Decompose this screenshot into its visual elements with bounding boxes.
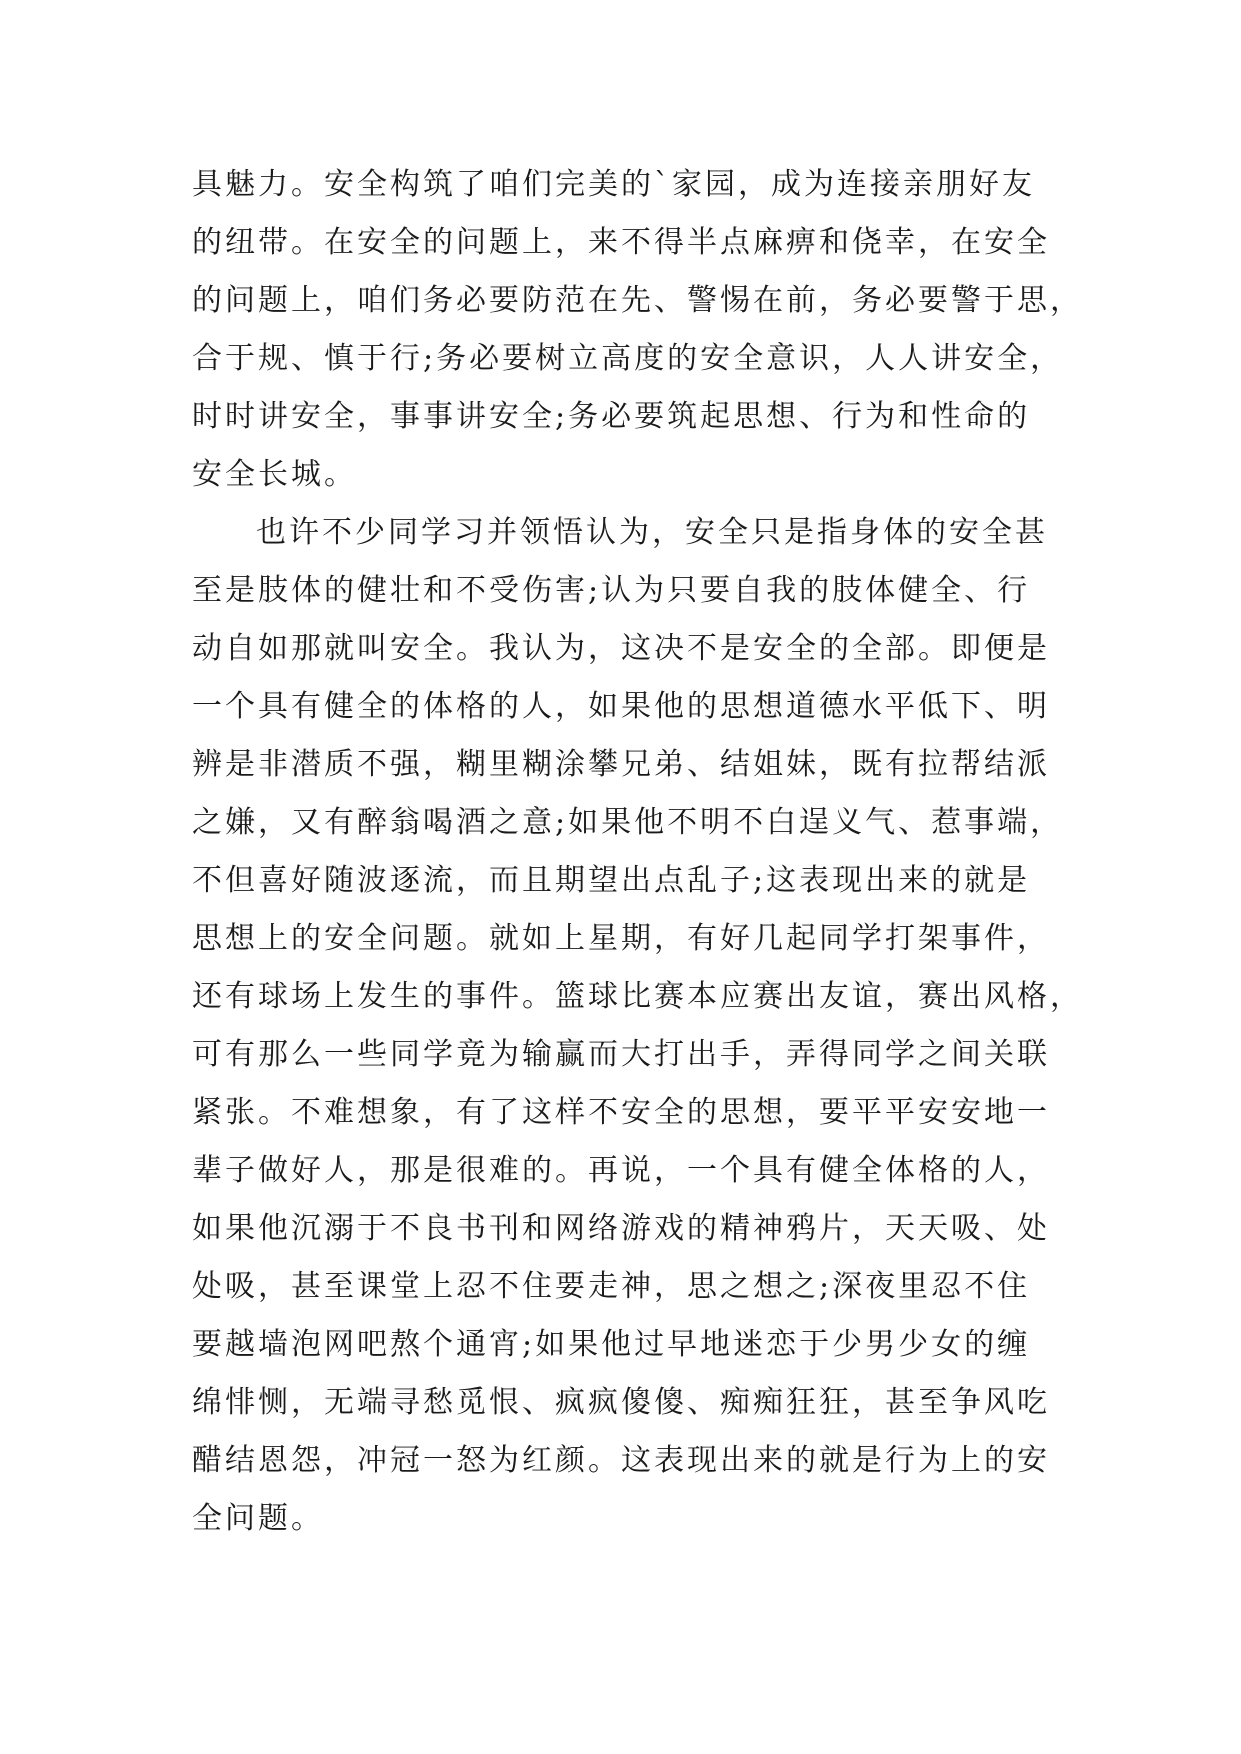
text-line: 如果他沉溺于不良书刊和网络游戏的精神鸦片，天天吸、处 — [192, 1211, 1050, 1246]
text-line: 一个具有健全的体格的人，如果他的思想道德水平低下、明 — [192, 689, 1050, 724]
text-line: 不但喜好随波逐流，而且期望出点乱子;这表现出来的就是 — [192, 863, 1031, 898]
text-line: 醋结恩怨，冲冠一怒为红颜。这表现出来的就是行为上的安 — [192, 1443, 1050, 1478]
document-body — [192, 156, 1083, 1548]
text-line: 还有球场上发生的事件。篮球比赛本应赛出友谊，赛出风格， — [192, 979, 1083, 1014]
text-line: 具魅力。安全构筑了咱们完美的`家园，成为连接亲朋好友 — [192, 167, 1035, 202]
text-line: 的问题上，咱们务必要防范在先、警惕在前，务必要警于思， — [192, 283, 1083, 318]
text-line: 之嫌，又有醉翁喝酒之意;如果他不明不白逞义气、惹事端， — [192, 805, 1064, 840]
text-line-first-indented: 也许不少同学习并领悟认为，安全只是指身体的安全甚 — [256, 515, 1048, 550]
text-line: 的纽带。在安全的问题上，来不得半点麻痹和侥幸，在安全 — [192, 225, 1050, 260]
text-line: 处吸，甚至课堂上忍不住要走神，思之想之;深夜里忍不住 — [192, 1269, 1031, 1304]
text-line: 紧张。不难想象，有了这样不安全的思想，要平平安安地一 — [192, 1095, 1050, 1130]
text-line: 要越墙泡网吧熬个通宵;如果他过早地迷恋于少男少女的缠 — [192, 1327, 1031, 1362]
text-line: 可有那么一些同学竟为输赢而大打出手，弄得同学之间关联 — [192, 1037, 1050, 1072]
text-line: 时时讲安全，事事讲安全;务必要筑起思想、行为和性命的 — [192, 399, 1031, 434]
paragraph-2 — [192, 504, 1083, 1548]
paragraph-1 — [192, 156, 1083, 504]
text-line: 思想上的安全问题。就如上星期，有好几起同学打架事件， — [192, 921, 1050, 956]
text-line: 全问题。 — [192, 1501, 324, 1536]
text-line: 至是肢体的健壮和不受伤害;认为只要自我的肢体健全、行 — [192, 573, 1031, 608]
text-line: 合于规、慎于行;务必要树立高度的安全意识，人人讲安全， — [192, 341, 1064, 376]
text-line: 辈子做好人，那是很难的。再说，一个具有健全体格的人， — [192, 1153, 1050, 1188]
text-line: 辨是非潜质不强，糊里糊涂攀兄弟、结姐妹，既有拉帮结派 — [192, 747, 1050, 782]
text-line: 安全长城。 — [192, 457, 357, 492]
text-line: 绵悱恻，无端寻愁觅恨、疯疯傻傻、痴痴狂狂，甚至争风吃 — [192, 1385, 1050, 1420]
text-line: 动自如那就叫安全。我认为，这决不是安全的全部。即便是 — [192, 631, 1050, 666]
